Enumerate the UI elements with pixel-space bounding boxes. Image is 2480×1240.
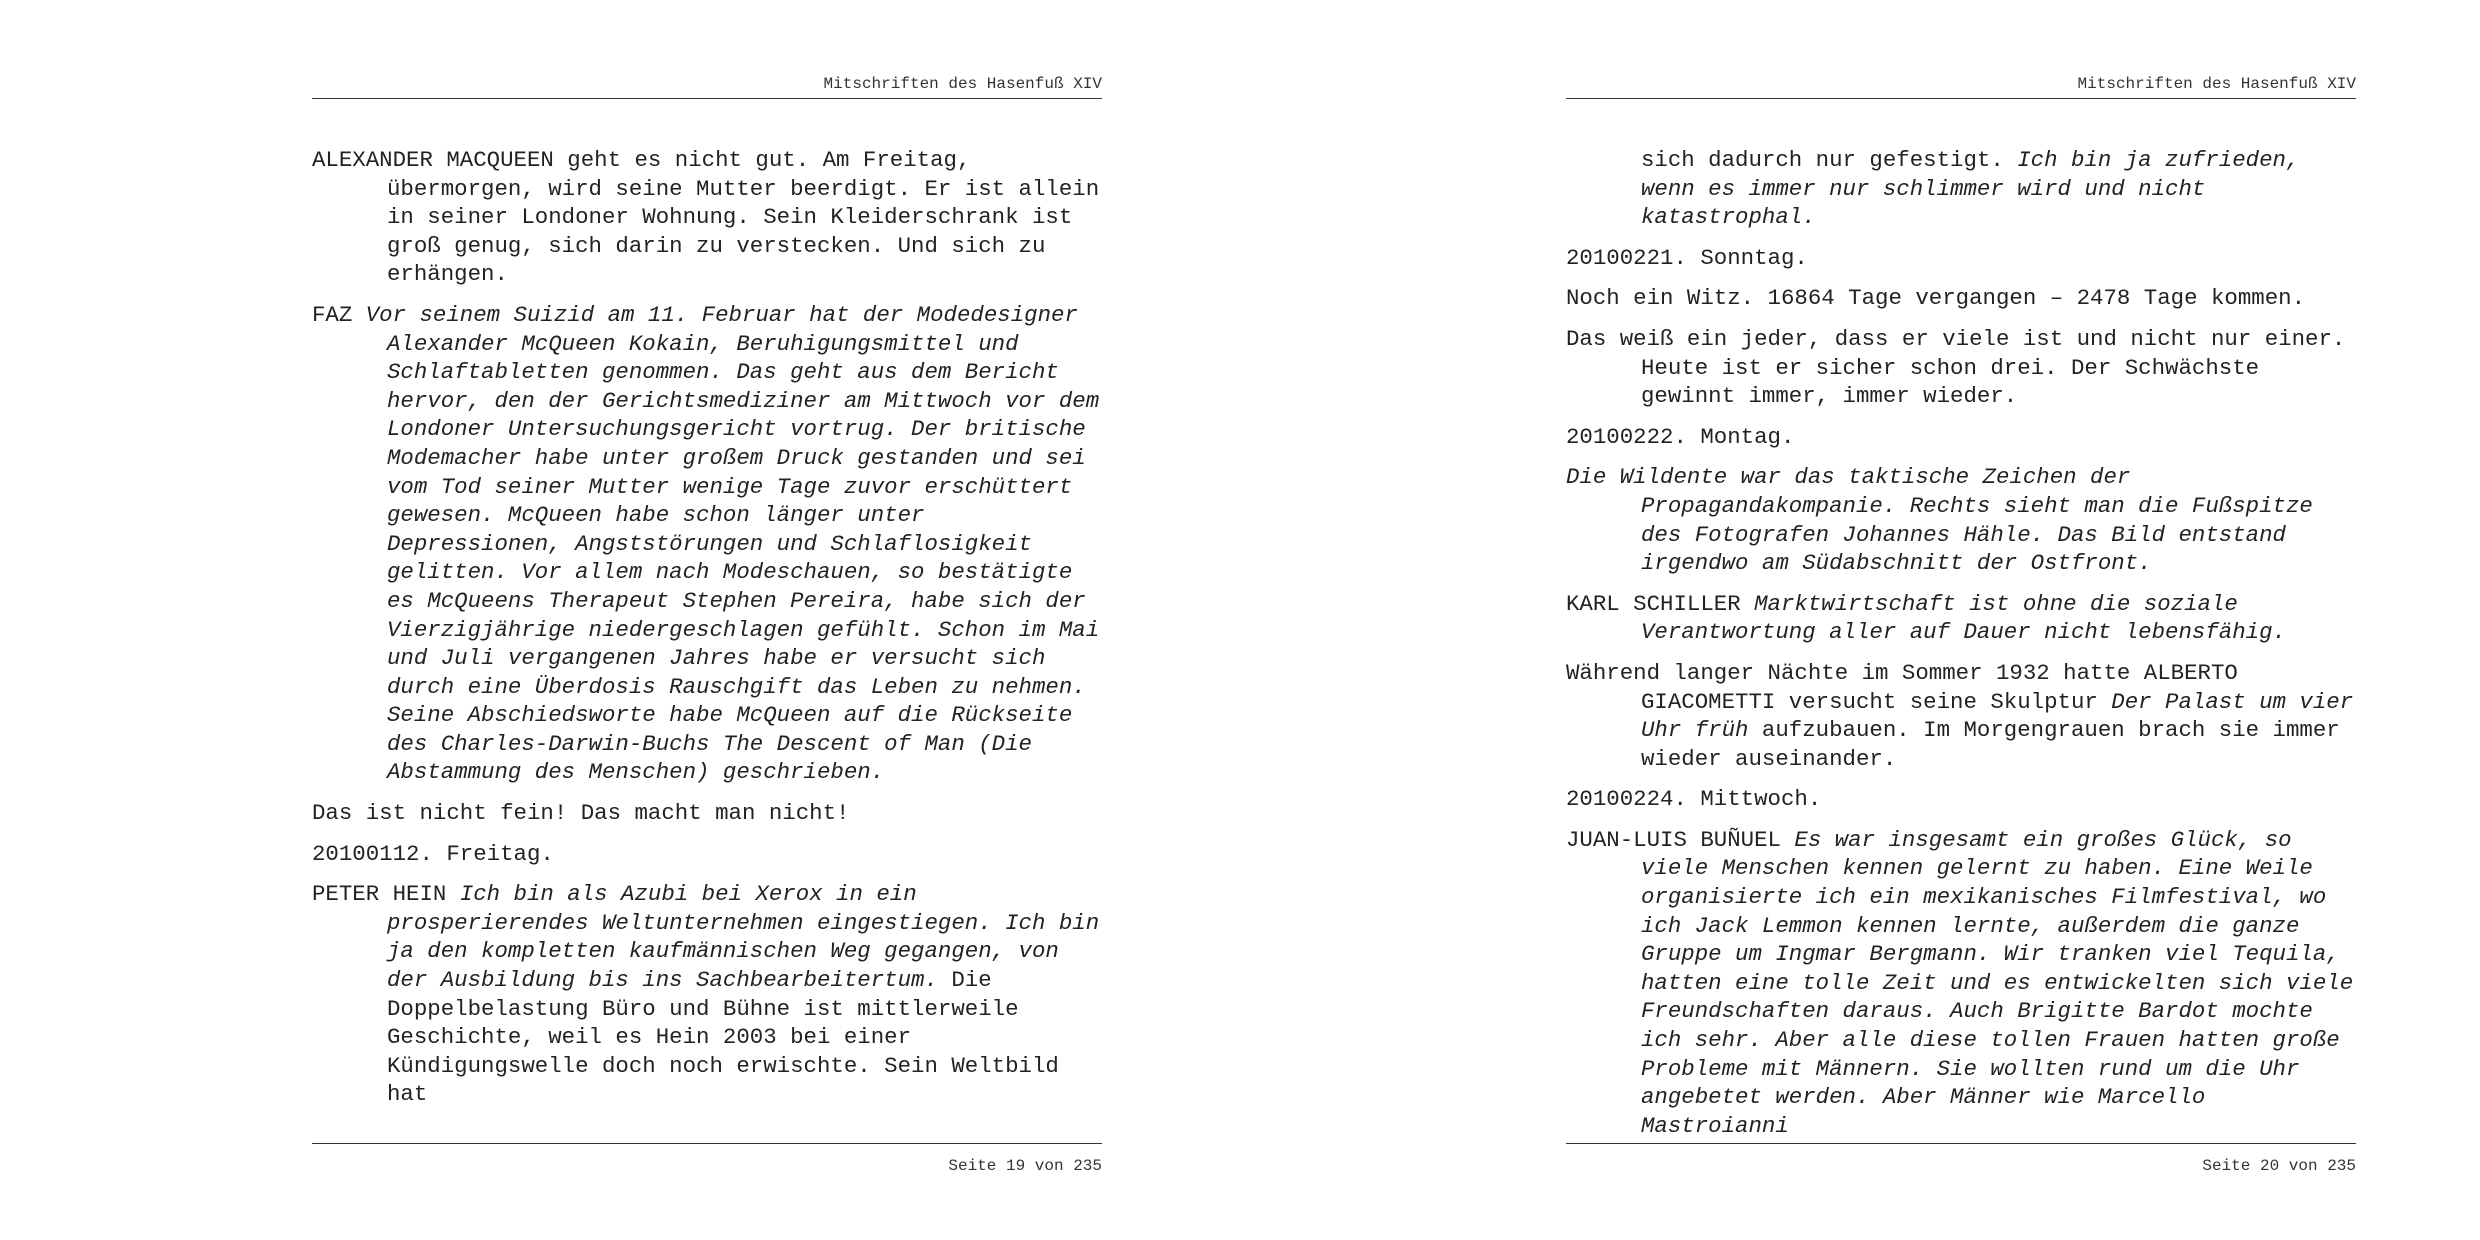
text: Während langer Nächte im Sommer 1932 hatte ALBERTO GIACOMETTI versucht seine Skulptur xyxy=(1566,659,2238,715)
left-page xyxy=(312,0,1102,1240)
text: aufzubauen. Im Morgengrauen brach sie immer wieder auseinander. xyxy=(1641,717,2340,772)
paragraph-wildente xyxy=(1566,463,2356,577)
page-body xyxy=(312,146,1102,1121)
paragraph-joke xyxy=(1566,284,2356,313)
text: Die Doppelbelastung Büro und Bühne ist mittlerweile Geschichte, weil es Hein 2003 bei einer Kündigungswelle doch noch erwischte. Sein Weltbild hat xyxy=(387,967,1059,1108)
paragraph-karl-schiller xyxy=(1566,590,2356,647)
footer-rule xyxy=(1566,1143,2356,1144)
italic-text: Ich bin als Azubi bei Xerox in ein prosperierendes Weltunternehmen eingestiegen. Ich bin ja den kompletten kaufmännischen Weg gegangen, von der Ausbildung bis ins Sachbearbeitertum. xyxy=(387,881,1100,994)
paragraph-date-20100222 xyxy=(1566,423,2356,452)
text: FAZ xyxy=(312,301,366,328)
paragraph-faz-quote xyxy=(312,301,1102,787)
italic-text: Der Palast um vier Uhr früh xyxy=(1641,688,2354,744)
text: 20100222. Montag. xyxy=(1566,423,1795,450)
paragraph-date-20100112 xyxy=(312,840,1102,869)
italic-text: Ich bin ja zufrieden, wenn es immer nur schlimmer wird und nicht katastrophal. xyxy=(1641,147,2300,231)
text: Noch ein Witz. 16864 Tage vergangen – 2478 Tage kommen. xyxy=(1566,285,2306,312)
text: Das ist nicht fein! Das macht man nicht! xyxy=(312,800,850,827)
paragraph-juan-luis-bunuel xyxy=(1566,826,2356,1141)
paragraph-giacometti xyxy=(1566,659,2356,773)
text: 20100112. Freitag. xyxy=(312,840,554,867)
header-rule xyxy=(1566,98,2356,99)
paragraph-alexander-macqueen xyxy=(312,146,1102,289)
text: sich dadurch nur gefestigt. xyxy=(1641,147,2018,173)
italic-text: Es war insgesamt ein großes Glück, so viele Menschen kennen gelernt zu haben. Eine Weile organisierte ich ein mexikanisches Filmfestival, wo ich Jack Lemmon kennen lernte, außerdem die ganze Gruppe um Ingmar Bergmann. Wir tranken viel Tequila, hatten eine tolle Zeit und es entwickelten sich viele Freundschaften daraus. Auch Brigitte Bardot mochte ich sehr. Aber alle diese tollen Frauen hatten große Probleme mit Männern. Sie wollten rund um die Uhr angebetet werden. Aber Männer wie Marcello Mastroianni xyxy=(1641,826,2354,1139)
text: PETER HEIN xyxy=(312,881,460,908)
text: JUAN-LUIS BUÑUEL xyxy=(1566,826,1795,853)
right-page xyxy=(1566,0,2356,1240)
italic-text: Vor seinem Suizid am 11. Februar hat der Modedesigner Alexander McQueen Kokain, Beruhigungsmittel und Schlaftabletten genommen. Das geht aus dem Bericht hervor, den der Gerichtsmediziner am Mittwoch vor dem Londoner Untersuchungsgericht vortrug. Der britische Modemacher habe unter großem Druck gestanden und sei vom Tod seiner Mutter wenige Tage zuvor erschüttert gewesen. McQueen habe schon länger unter Depressionen, Angststörungen und Schlaflosigkeit gelitten. Vor allem nach Modeschauen, so bestätigte es McQueens Therapeut Stephen Pereira, habe sich der Vierzigjährige niedergeschlagen gefühlt. Schon im Mai und Juli vergangenen Jahres habe er versucht sich durch eine Überdosis Rauschgift das Leben zu nehmen. Seine Abschiedsworte habe McQueen auf die Rückseite des Charles-Darwin-Buchs The Descent of Man (Die Abstammung des Menschen) geschrieben. xyxy=(365,301,1100,786)
footer-rule xyxy=(312,1143,1102,1144)
paragraph-many xyxy=(1566,325,2356,411)
paragraph-date-20100224 xyxy=(1566,785,2356,814)
page-number: Seite 19 von 235 xyxy=(948,1157,1102,1175)
paragraph-not-fine xyxy=(312,799,1102,828)
italic-text: Die Wildente war das taktische Zeichen der Propagandakompanie. Rechts sieht man die Fußspitze des Fotografen Johannes Hähle. Das Bild entstand irgendwo am Südabschnitt der Ostfront. xyxy=(1566,464,2313,577)
text: KARL SCHILLER xyxy=(1566,590,1755,617)
page-body xyxy=(1566,146,2356,1152)
paragraph-continuation xyxy=(1566,146,2356,232)
paragraph-peter-hein xyxy=(312,880,1102,1109)
italic-text: Marktwirtschaft ist ohne die soziale Verantwortung aller auf Dauer nicht lebensfähig. xyxy=(1641,590,2286,646)
running-header: Mitschriften des Hasenfuß XIV xyxy=(2077,75,2356,93)
text: 20100224. Mittwoch. xyxy=(1566,786,1822,813)
text: ALEXANDER MACQUEEN geht es nicht gut. Am Freitag, übermorgen, wird seine Mutter beerdigt. Er ist allein in seiner Londoner Wohnung. Sein Kleiderschrank ist groß genug, sich darin zu verstecken. Und sich zu erhängen. xyxy=(312,147,1100,288)
text: Das weiß ein jeder, dass er viele ist und nicht nur einer. Heute ist er sicher schon drei. Der Schwächste gewinnt immer, immer wieder. xyxy=(1566,325,2346,410)
paragraph-date-20100221 xyxy=(1566,244,2356,273)
running-header: Mitschriften des Hasenfuß XIV xyxy=(823,75,1102,93)
header-rule xyxy=(312,98,1102,99)
text: 20100221. Sonntag. xyxy=(1566,244,1808,271)
page-number: Seite 20 von 235 xyxy=(2202,1157,2356,1175)
